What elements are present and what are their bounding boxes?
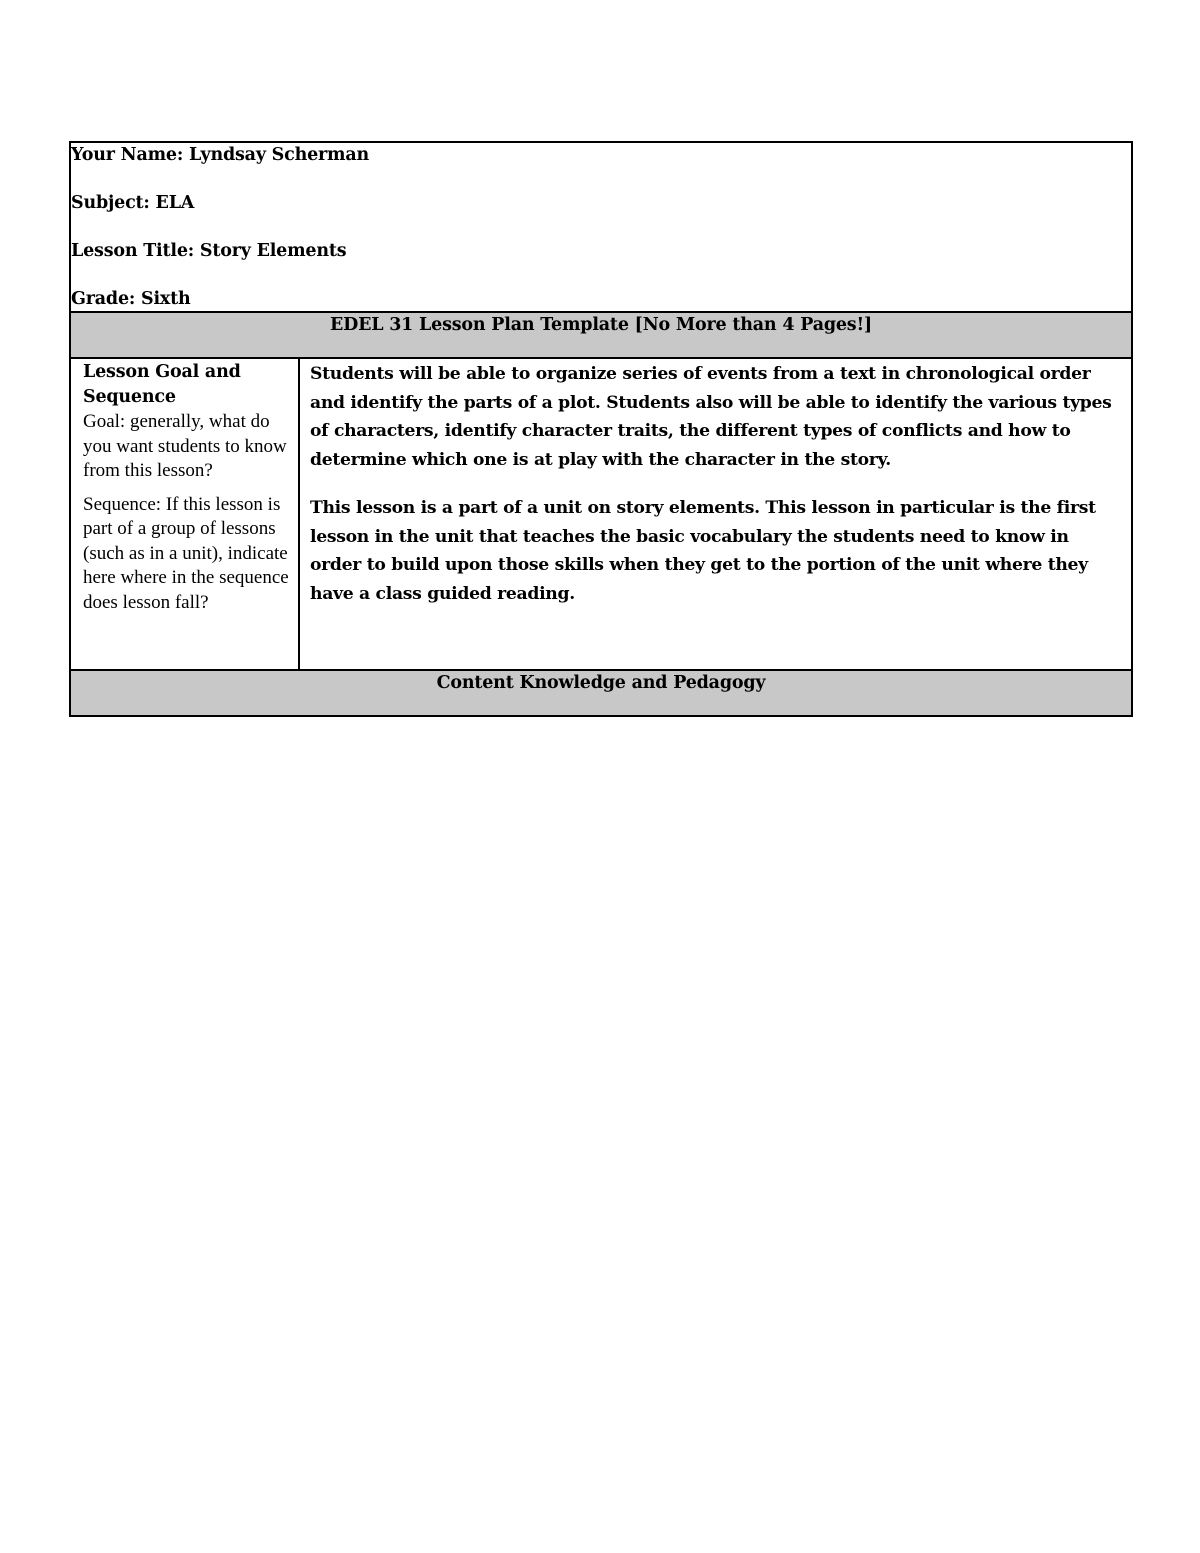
goal-heading-line1: Lesson Goal and	[83, 362, 241, 382]
spacer	[310, 474, 1121, 494]
goal-heading-line2: Sequence	[83, 387, 176, 407]
header-cell	[70, 142, 1132, 312]
template-banner: EDEL 31 Lesson Plan Template [No More than 4 Pages!]	[70, 312, 1132, 358]
goal-sequence-heading	[83, 360, 290, 410]
goal-sequence-label-cell	[70, 358, 299, 670]
sequence-prompt: Sequence: If this lesson is part of a group of lessons (such as in a unit), indicate here where in the sequence does lesson fall?	[83, 493, 289, 613]
sequence-answer: This lesson is a part of a unit on story elements. This lesson in particular is the first lesson in the unit that teaches the basic vocabulary the students need to know in order to build upon those skills when they get to the portion of the unit where they have a class guided reading.	[310, 498, 1096, 604]
goal-prompt: Goal: generally, what do you want students to know from this lesson?	[83, 411, 287, 481]
template-banner-row	[70, 312, 1132, 358]
lesson-plan-table	[69, 141, 1133, 717]
content-banner-row	[70, 670, 1132, 716]
goal-answer: Students will be able to organize series of events from a text in chronological order and identify the parts of a plot. Students also will be able to identify the various types of characters, identify character traits, the different types of conflicts and how to determine which one is at play with the character in the story.	[310, 364, 1112, 470]
spacer	[83, 484, 290, 493]
lesson-title-line: Lesson Title: Story Elements	[71, 241, 347, 261]
goal-sequence-answer-cell	[299, 358, 1132, 670]
grade-line: Grade: Sixth	[71, 289, 191, 309]
content-banner: Content Knowledge and Pedagogy	[70, 670, 1132, 716]
header-row	[70, 142, 1132, 312]
goal-sequence-row	[70, 358, 1132, 670]
subject-line: Subject: ELA	[71, 193, 195, 213]
your-name-line: Your Name: Lyndsay Scherman	[71, 145, 370, 165]
